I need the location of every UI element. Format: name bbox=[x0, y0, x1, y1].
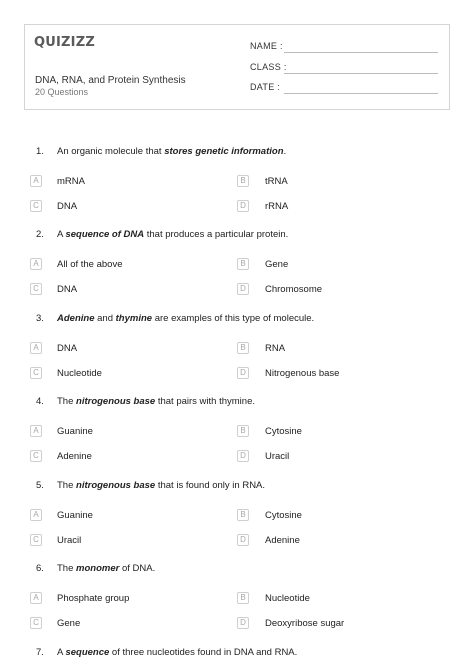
option-b-text: Gene bbox=[265, 259, 289, 270]
emphasized-term: nitrogenous base bbox=[76, 396, 156, 407]
option-b-box[interactable]: B bbox=[237, 425, 249, 437]
option-b-text: Cytosine bbox=[265, 426, 302, 437]
option-c-box[interactable]: C bbox=[30, 450, 42, 462]
emphasized-term: sequence of DNA bbox=[65, 229, 145, 240]
option-b-box[interactable]: B bbox=[237, 258, 249, 270]
option-c-text: Nucleotide bbox=[57, 368, 102, 379]
option-a-text: mRNA bbox=[57, 176, 85, 187]
option-c-box[interactable]: C bbox=[30, 617, 42, 629]
class-label: CLASS : bbox=[250, 62, 287, 72]
question-number: 7. bbox=[36, 647, 44, 658]
question-text: Adenine and thymine are examples of this type of molecule. bbox=[57, 313, 315, 324]
emphasized-term: nitrogenous base bbox=[76, 480, 156, 491]
option-a-box[interactable]: A bbox=[30, 258, 42, 270]
option-d-text: Nitrogenous base bbox=[265, 368, 340, 379]
option-c-box[interactable]: C bbox=[30, 200, 42, 212]
name-label: NAME : bbox=[250, 41, 283, 51]
option-d-text: Deoxyribose sugar bbox=[265, 618, 345, 629]
option-c-text: DNA bbox=[57, 201, 78, 212]
question-text: An organic molecule that stores genetic information. bbox=[57, 146, 287, 157]
question-text: The nitrogenous base that is found only in RNA. bbox=[57, 480, 266, 491]
question-count: 20 Questions bbox=[35, 87, 89, 97]
option-a-text: DNA bbox=[57, 343, 78, 354]
question-number: 6. bbox=[36, 563, 44, 574]
option-b-text: tRNA bbox=[265, 176, 288, 187]
option-b-box[interactable]: B bbox=[237, 175, 249, 187]
question-number: 1. bbox=[36, 146, 44, 157]
emphasized-term: stores genetic information bbox=[164, 146, 284, 157]
option-a-box[interactable]: A bbox=[30, 592, 42, 604]
option-b-box[interactable]: B bbox=[237, 592, 249, 604]
option-c-text: DNA bbox=[57, 284, 78, 295]
question-text: The nitrogenous base that pairs with thymine. bbox=[57, 396, 255, 407]
emphasized-term: sequence bbox=[65, 647, 110, 658]
question-number: 2. bbox=[36, 229, 44, 240]
emphasized-term: thymine bbox=[115, 313, 153, 324]
option-b-box[interactable]: B bbox=[237, 342, 249, 354]
option-d-box[interactable]: D bbox=[237, 450, 249, 462]
emphasized-term: monomer bbox=[76, 563, 120, 574]
option-a-box[interactable]: A bbox=[30, 425, 42, 437]
option-d-text: Adenine bbox=[265, 535, 300, 546]
name-line[interactable] bbox=[284, 52, 438, 53]
option-a-text: Phosphate group bbox=[57, 593, 130, 604]
option-b-text: RNA bbox=[265, 343, 286, 354]
option-a-text: Guanine bbox=[57, 426, 93, 437]
date-label: DATE : bbox=[250, 82, 281, 92]
option-d-text: Uracil bbox=[265, 451, 290, 462]
question-text: A sequence of three nucleotides found in DNA and RNA. bbox=[57, 647, 298, 658]
option-a-text: All of the above bbox=[57, 259, 123, 270]
question-number: 5. bbox=[36, 480, 44, 491]
option-b-text: Cytosine bbox=[265, 510, 302, 521]
option-a-box[interactable]: A bbox=[30, 509, 42, 521]
option-b-text: Nucleotide bbox=[265, 593, 310, 604]
emphasized-term: Adenine bbox=[57, 313, 95, 324]
question-number: 4. bbox=[36, 396, 44, 407]
option-c-text: Adenine bbox=[57, 451, 92, 462]
date-line[interactable] bbox=[284, 93, 438, 94]
question-text: A sequence of DNA that produces a particular protein. bbox=[57, 229, 289, 240]
quizizz-logo: QUIZIZZ bbox=[34, 35, 95, 50]
option-d-box[interactable]: D bbox=[237, 200, 249, 212]
option-d-box[interactable]: D bbox=[237, 534, 249, 546]
question-number: 3. bbox=[36, 313, 44, 324]
option-c-text: Gene bbox=[57, 618, 81, 629]
option-a-box[interactable]: A bbox=[30, 342, 42, 354]
option-d-text: rRNA bbox=[265, 201, 289, 212]
option-d-box[interactable]: D bbox=[237, 367, 249, 379]
option-b-box[interactable]: B bbox=[237, 509, 249, 521]
option-c-box[interactable]: C bbox=[30, 283, 42, 295]
option-d-box[interactable]: D bbox=[237, 617, 249, 629]
question-text: The monomer of DNA. bbox=[57, 563, 156, 574]
option-a-text: Guanine bbox=[57, 510, 93, 521]
option-a-box[interactable]: A bbox=[30, 175, 42, 187]
option-d-box[interactable]: D bbox=[237, 283, 249, 295]
worksheet-title: DNA, RNA, and Protein Synthesis bbox=[35, 75, 186, 86]
option-d-text: Chromosome bbox=[265, 284, 323, 295]
option-c-box[interactable]: C bbox=[30, 367, 42, 379]
option-c-box[interactable]: C bbox=[30, 534, 42, 546]
option-c-text: Uracil bbox=[57, 535, 82, 546]
class-line[interactable] bbox=[284, 73, 438, 74]
